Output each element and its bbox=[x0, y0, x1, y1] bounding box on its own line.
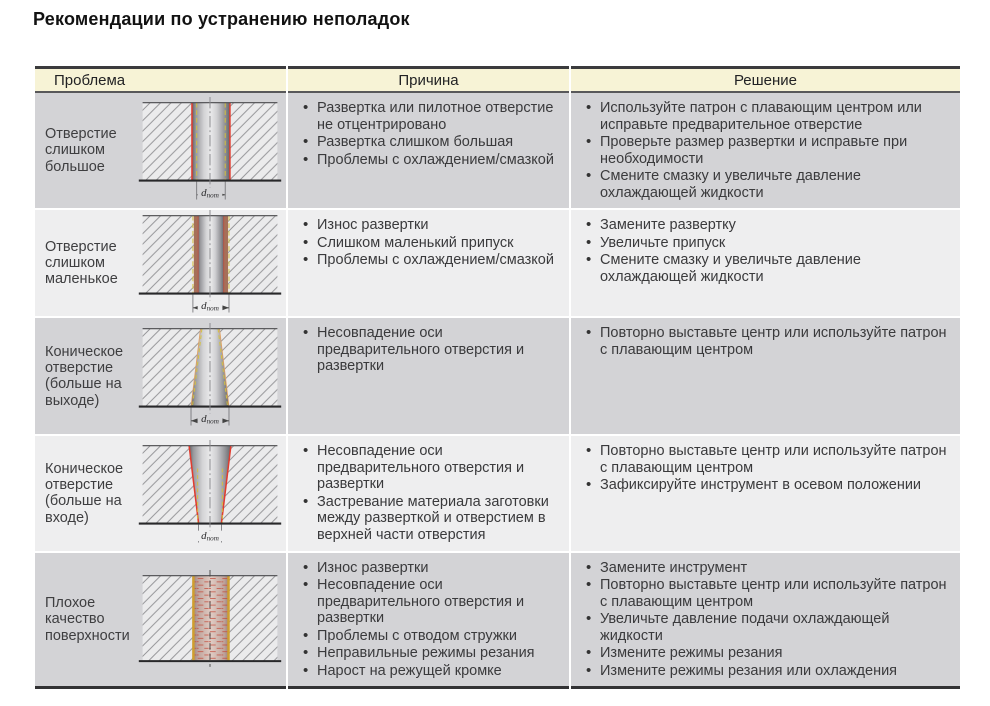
hole-cross-section-diagram bbox=[135, 323, 285, 429]
table-row bbox=[35, 436, 958, 550]
taper-exit-drawing bbox=[135, 323, 285, 429]
page-title: Рекомендации по устранению неполадок bbox=[33, 9, 410, 29]
causes-cell bbox=[288, 318, 569, 434]
solutions-list bbox=[571, 436, 960, 501]
cause-item: • Слишком маленький припуск bbox=[300, 235, 561, 252]
hole-cross-section-diagram bbox=[135, 570, 285, 669]
cause-item: • Проблемы с охлаждением/смазкой bbox=[300, 152, 561, 169]
cause-item: • Нарост на режущей кромке bbox=[300, 663, 561, 680]
hole-oversize-drawing bbox=[135, 97, 285, 203]
problem-cell bbox=[35, 436, 286, 550]
solutions-list bbox=[571, 553, 960, 687]
solution-item: • Повторно выставьте центр или используйте патрон с плавающим центром bbox=[583, 443, 952, 476]
solutions-list bbox=[571, 93, 960, 208]
hole-cross-section-diagram bbox=[135, 97, 285, 203]
solution-item: • Замените развертку bbox=[583, 217, 952, 234]
header-cause: Причина bbox=[288, 66, 569, 93]
causes-cell bbox=[288, 210, 569, 316]
hole-cross-section-diagram bbox=[135, 440, 285, 546]
taper-entry-drawing bbox=[135, 440, 285, 546]
causes-list bbox=[288, 553, 569, 687]
problem-label: Отверстие слишком маленькое bbox=[45, 238, 118, 288]
solutions-cell bbox=[571, 436, 960, 550]
solution-item: • Увеличьте припуск bbox=[583, 235, 952, 252]
problem-label: Отверстие слишком большое bbox=[45, 125, 117, 175]
cause-item: • Застревание материала заготовки между разверткой и отверстием в верхней части отверстия bbox=[300, 494, 561, 544]
hole-undersize-drawing bbox=[135, 210, 285, 316]
cause-item: • Неправильные режимы резания bbox=[300, 645, 561, 662]
problem-cell bbox=[35, 210, 286, 316]
solution-item: • Замените инструмент bbox=[583, 560, 952, 577]
problem-cell bbox=[35, 318, 286, 434]
svg-text:dnom: dnom bbox=[201, 300, 219, 313]
cause-item: • Развертка слишком большая bbox=[300, 134, 561, 151]
table-row bbox=[35, 93, 958, 208]
solutions-cell bbox=[571, 553, 960, 690]
solution-item: • Смените смазку и увеличьте давление охлаждающей жидкости bbox=[583, 168, 952, 201]
header-problem: Проблема bbox=[35, 66, 286, 93]
solutions-list bbox=[571, 210, 960, 292]
causes-cell bbox=[288, 93, 569, 208]
solution-item: • Используйте патрон с плавающим центром или исправьте предварительное отверстие bbox=[583, 100, 952, 133]
cause-item: • Несовпадение оси предварительного отверстия и развертки bbox=[300, 443, 561, 493]
troubleshooting-table bbox=[35, 66, 958, 689]
solution-item: • Повторно выставьте центр или используйте патрон с плавающим центром bbox=[583, 577, 952, 610]
solution-item: • Измените режимы резания или охлаждения bbox=[583, 663, 952, 680]
solution-item: • Смените смазку и увеличьте давление охлаждающей жидкости bbox=[583, 252, 952, 285]
problem-label: Коническое отверстие (больше на входе) bbox=[45, 460, 124, 526]
cause-item: • Несовпадение оси предварительного отверстия и развертки bbox=[300, 325, 561, 375]
solution-item: • Повторно выставьте центр или используйте патрон с плавающим центром bbox=[583, 325, 952, 358]
causes-cell bbox=[288, 436, 569, 550]
cause-item: • Износ развертки bbox=[300, 560, 561, 577]
causes-list bbox=[288, 318, 569, 382]
solution-item: • Проверьте размер развертки и исправьте при необходимости bbox=[583, 134, 952, 167]
problem-label: Плохое качество поверхности bbox=[45, 594, 130, 644]
solutions-cell bbox=[571, 93, 960, 208]
table-row bbox=[35, 553, 958, 690]
table-row bbox=[35, 210, 958, 316]
table-header-row bbox=[35, 66, 958, 93]
causes-list bbox=[288, 436, 569, 550]
problem-cell bbox=[35, 553, 286, 690]
svg-text:dnom: dnom bbox=[201, 187, 219, 201]
solutions-list bbox=[571, 318, 960, 365]
hole-cross-section-diagram bbox=[135, 210, 285, 316]
svg-text:dnom: dnom bbox=[201, 413, 219, 426]
cause-item: • Несовпадение оси предварительного отверстия и развертки bbox=[300, 577, 561, 627]
table-row bbox=[35, 318, 958, 434]
cause-item: • Проблемы с охлаждением/смазкой bbox=[300, 252, 561, 269]
poor-surface-drawing bbox=[135, 570, 285, 669]
problem-label: Коническое отверстие (больше на выходе) bbox=[45, 343, 124, 409]
cause-item: • Износ развертки bbox=[300, 217, 561, 234]
problem-cell bbox=[35, 93, 286, 208]
causes-list bbox=[288, 210, 569, 276]
svg-text:dnom: dnom bbox=[201, 530, 219, 543]
cause-item: • Проблемы с отводом стружки bbox=[300, 628, 561, 645]
solution-item: • Зафиксируйте инструмент в осевом положении bbox=[583, 477, 952, 494]
table-body bbox=[35, 93, 958, 689]
solutions-cell bbox=[571, 318, 960, 434]
causes-cell bbox=[288, 553, 569, 690]
cause-item: • Развертка или пилотное отверстие не отцентрировано bbox=[300, 100, 561, 133]
solutions-cell bbox=[571, 210, 960, 316]
header-solution: Решение bbox=[571, 66, 960, 93]
causes-list bbox=[288, 93, 569, 175]
solution-item: • Измените режимы резания bbox=[583, 645, 952, 662]
solution-item: • Увеличьте давление подачи охлаждающей жидкости bbox=[583, 611, 952, 644]
